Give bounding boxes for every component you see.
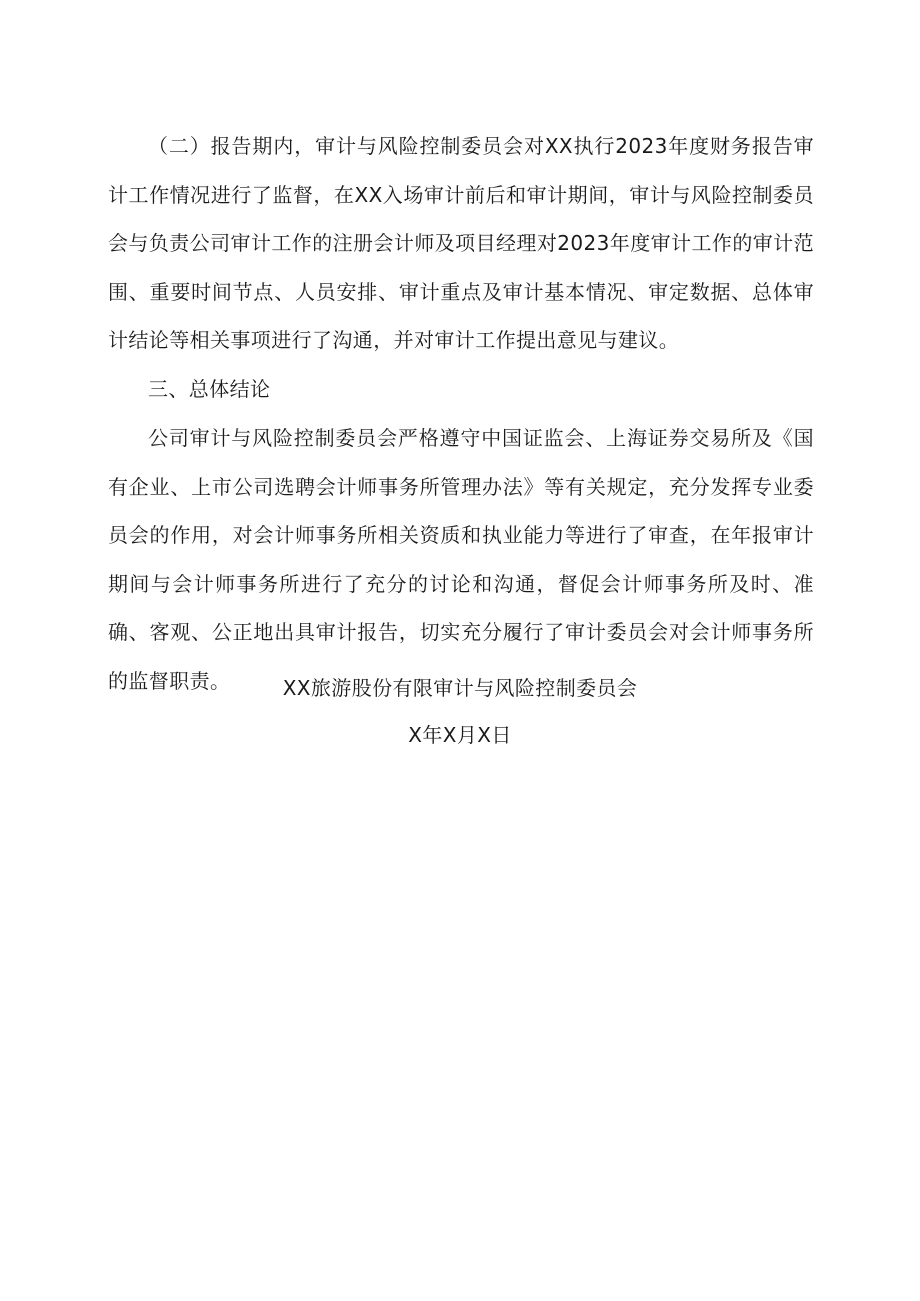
paragraph-audit-supervision: （二）报告期内，审计与风险控制委员会对XX执行2023年度财务报告审计工作情况进行了监督，在XX入场审计前后和审计期间，审计与风险控制委员会与负责公司审计工作的注册会计师及项目经理对2023年度审计工作的审计范围、重要时间节点、人员安排、审计重点及审计基本情况、审定数据、总体审计结论等相关事项进行了沟通，并对审计工作提出意见与建议。 xyxy=(108,134,814,353)
signature-organization: XX旅游股份有限审计与风险控制委员会 xyxy=(282,676,638,700)
section-heading-conclusion: 三、总体结论 xyxy=(148,377,271,401)
signature-date: X年X月X日 xyxy=(408,723,512,747)
paragraph-conclusion: 公司审计与风险控制委员会严格遵守中国证监会、上海证券交易所及《国有企业、上市公司选聘会计师事务所管理办法》等有关规定，充分发挥专业委员会的作用，对会计师事务所相关资质和执业能力等进行了审查，在年报审计期间与会计师事务所进行了充分的讨论和沟通，督促会计师事务所及时、准确、客观、公正地出具审计报告，切实充分履行了审计委员会对会计师事务所的监督职责。 xyxy=(108,426,814,693)
